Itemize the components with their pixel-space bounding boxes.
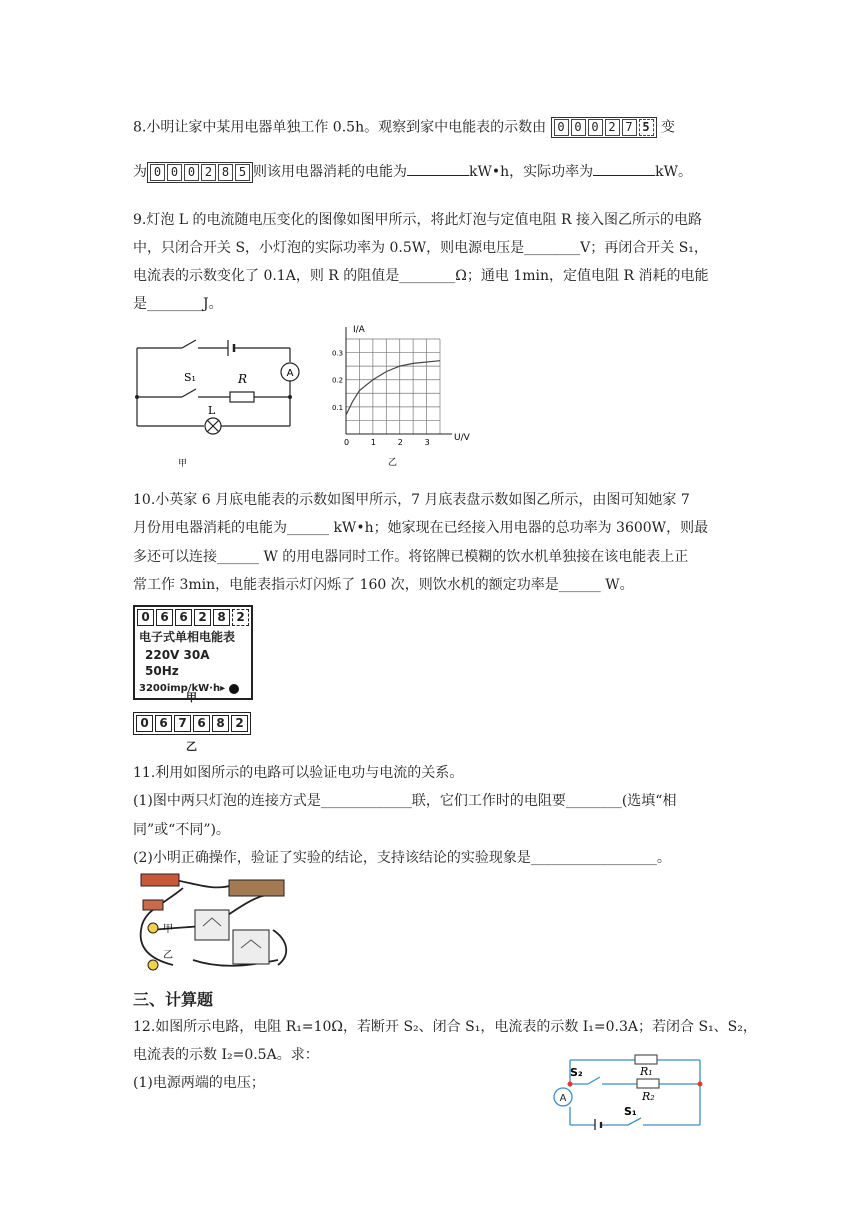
meter-digit-decimal: 2 xyxy=(232,609,249,626)
ammeter-label: A xyxy=(286,368,294,379)
meter-digit: 7 xyxy=(174,715,191,732)
answer-blank[interactable] xyxy=(407,161,469,176)
y-tick-label: 0.1 xyxy=(332,403,344,412)
energy-meter-jia xyxy=(133,605,253,700)
q11-line4: (2)小明正确操作，验证了实验的结论，支持该结论的实验现象是__________________。 xyxy=(133,850,671,866)
digit: 0 xyxy=(184,164,199,181)
q8-line1 xyxy=(133,117,675,138)
energy-meter-yi xyxy=(133,712,251,735)
q8-text-before: 8.小明让家中某用电器单独工作 0.5h。观察到家中电能表的示数由 xyxy=(133,119,547,136)
digit: 2 xyxy=(201,164,216,181)
x-tick-label: 0 xyxy=(344,438,350,447)
ammeter-label: A xyxy=(559,1093,567,1104)
x-tick-label: 2 xyxy=(397,438,403,447)
q11-line3: 同”或“不同”)。 xyxy=(133,822,230,838)
label-jia: 甲 xyxy=(163,924,173,935)
battery-icon xyxy=(141,874,179,886)
meter-reading-end xyxy=(147,162,253,183)
meter-digits xyxy=(135,607,251,628)
digit: 0 xyxy=(571,119,586,136)
meter-digit: 2 xyxy=(194,609,211,626)
q9-line4: 是________J。 xyxy=(133,296,223,312)
graph-tick-labels xyxy=(332,350,430,447)
digit-decimal: 5 xyxy=(235,164,250,181)
graph-caption: 乙 xyxy=(388,458,398,468)
rheostat-icon xyxy=(229,880,284,896)
voltmeter-2-icon xyxy=(233,930,269,964)
q8-unit2: kW。 xyxy=(655,164,693,180)
resistor-r2-label: R₂ xyxy=(642,1090,655,1103)
x-axis-label: U/V xyxy=(454,433,470,443)
section-title: 三、计算题 xyxy=(133,990,214,1009)
q11-experiment-photo xyxy=(133,870,293,975)
q8-text-mid: 则该用电器消耗的电能为 xyxy=(253,164,407,180)
q10-line3: 多还可以连接______ W 的用电器同时工作。将铭牌已模糊的饮水机单独接在该电能表上正 xyxy=(133,549,689,565)
meter-digit: 8 xyxy=(213,609,230,626)
digit: 0 xyxy=(167,164,182,181)
digit-decimal: 5 xyxy=(639,119,654,136)
q11-line2: (1)图中两只灯泡的连接方式是_____________联，它们工作时的电阻要________(选填“相 xyxy=(133,793,677,809)
q9-line2: 中，只闭合开关 S，小灯泡的实际功率为 0.5W，则电源电压是________V；再闭合开关 S₁， xyxy=(133,240,708,256)
meter-digit: 6 xyxy=(156,609,173,626)
q12-line1: 12.如图所示电路，电阻 R₁=10Ω，若断开 S₂、闭合 S₁，电流表的示数 I₁=0.3A；若闭合 S₁、S₂， xyxy=(133,1019,757,1035)
answer-blank[interactable] xyxy=(593,161,655,176)
q12-line3: (1)电源两端的电压； xyxy=(133,1075,265,1091)
iu-graph xyxy=(320,322,480,472)
meter-reading-start xyxy=(551,117,657,138)
graph-axes xyxy=(346,327,452,434)
q12-circuit-diagram xyxy=(550,1050,720,1130)
meter-digit: 2 xyxy=(231,715,248,732)
meter-imp: 3200imp/kW·h▸ xyxy=(139,683,226,694)
q8-unit1: kW•h，实际功率为 xyxy=(469,164,594,180)
meter-digit: 6 xyxy=(155,715,172,732)
lamp-l-label: L xyxy=(208,404,216,417)
switch-icon xyxy=(143,900,163,910)
q9-line1: 9.灯泡 L 的电流随电压变化的图像如图甲所示，将此灯泡与定值电阻 R 接入图乙所示的电路 xyxy=(133,212,702,228)
graph-grid xyxy=(346,339,440,434)
bulb-yi-icon xyxy=(148,960,158,970)
digit: 0 xyxy=(554,119,569,136)
digit: 2 xyxy=(605,119,620,136)
q11-line1: 11.利用如图所示的电路可以验证电功与电流的关系。 xyxy=(133,765,464,781)
digit: 7 xyxy=(622,119,637,136)
x-tick-label: 1 xyxy=(370,438,376,447)
switch-s1-label: S₁ xyxy=(184,371,196,384)
bulb-jia-icon xyxy=(148,923,158,933)
label-yi: 乙 xyxy=(163,950,173,961)
digit: 0 xyxy=(588,119,603,136)
voltmeter-1-icon xyxy=(195,910,229,940)
x-tick-label: 3 xyxy=(424,438,430,447)
q9-circuit-diagram xyxy=(130,336,305,471)
q8-text-wei: 为 xyxy=(133,164,147,180)
q10-line4: 常工作 3min，电能表指示灯闪烁了 160 次，则饮水机的额定功率是______ W。 xyxy=(133,577,634,593)
y-axis-label: I/A xyxy=(353,325,365,335)
indicator-light-icon xyxy=(229,684,239,694)
switch-s1-label: S₁ xyxy=(624,1105,637,1118)
meter-spec: 220V 30A 50Hz xyxy=(145,648,210,678)
q12-line2: 电流表的示数 I₂=0.5A。求： xyxy=(133,1047,319,1063)
digit: 0 xyxy=(150,164,165,181)
resistor-r1-icon xyxy=(635,1055,657,1064)
meter-digit: 0 xyxy=(137,609,154,626)
meter-name: 电子式单相电能表 xyxy=(139,630,236,644)
figure-caption: 甲 xyxy=(178,459,188,469)
meter-digits xyxy=(134,713,250,734)
y-tick-label: 0.3 xyxy=(332,349,344,358)
meter-digit: 8 xyxy=(212,715,229,732)
meter-digit: 6 xyxy=(193,715,210,732)
digit: 8 xyxy=(218,164,233,181)
meter-yi-caption: 乙 xyxy=(186,740,197,753)
resistor-r-label: R xyxy=(238,372,248,386)
meter-digit: 6 xyxy=(175,609,192,626)
q10-line2: 月份用电器消耗的电能为______ kW•h；她家现在已经接入用电器的总功率为 3600W，则最 xyxy=(133,520,709,536)
resistor-r1-label: R₁ xyxy=(640,1065,653,1078)
meter-jia-caption: 甲 xyxy=(186,691,197,704)
q9-line3: 电流表的示数变化了 0.1A，则 R 的阻值是________Ω；通电 1min，定值电阻 R 消耗的电能 xyxy=(133,268,709,284)
q8-text-after: 变 xyxy=(661,119,675,136)
switch-s2-label: S₂ xyxy=(570,1066,583,1079)
q8-line2 xyxy=(133,161,692,183)
q10-line1: 10.小英家 6 月底电能表的示数如图甲所示，7 月底表盘示数如图乙所示，由图可知她家 7 xyxy=(133,492,690,508)
meter-digit: 0 xyxy=(136,715,153,732)
resistor-r2-icon xyxy=(637,1079,659,1088)
y-tick-label: 0.2 xyxy=(332,376,344,385)
